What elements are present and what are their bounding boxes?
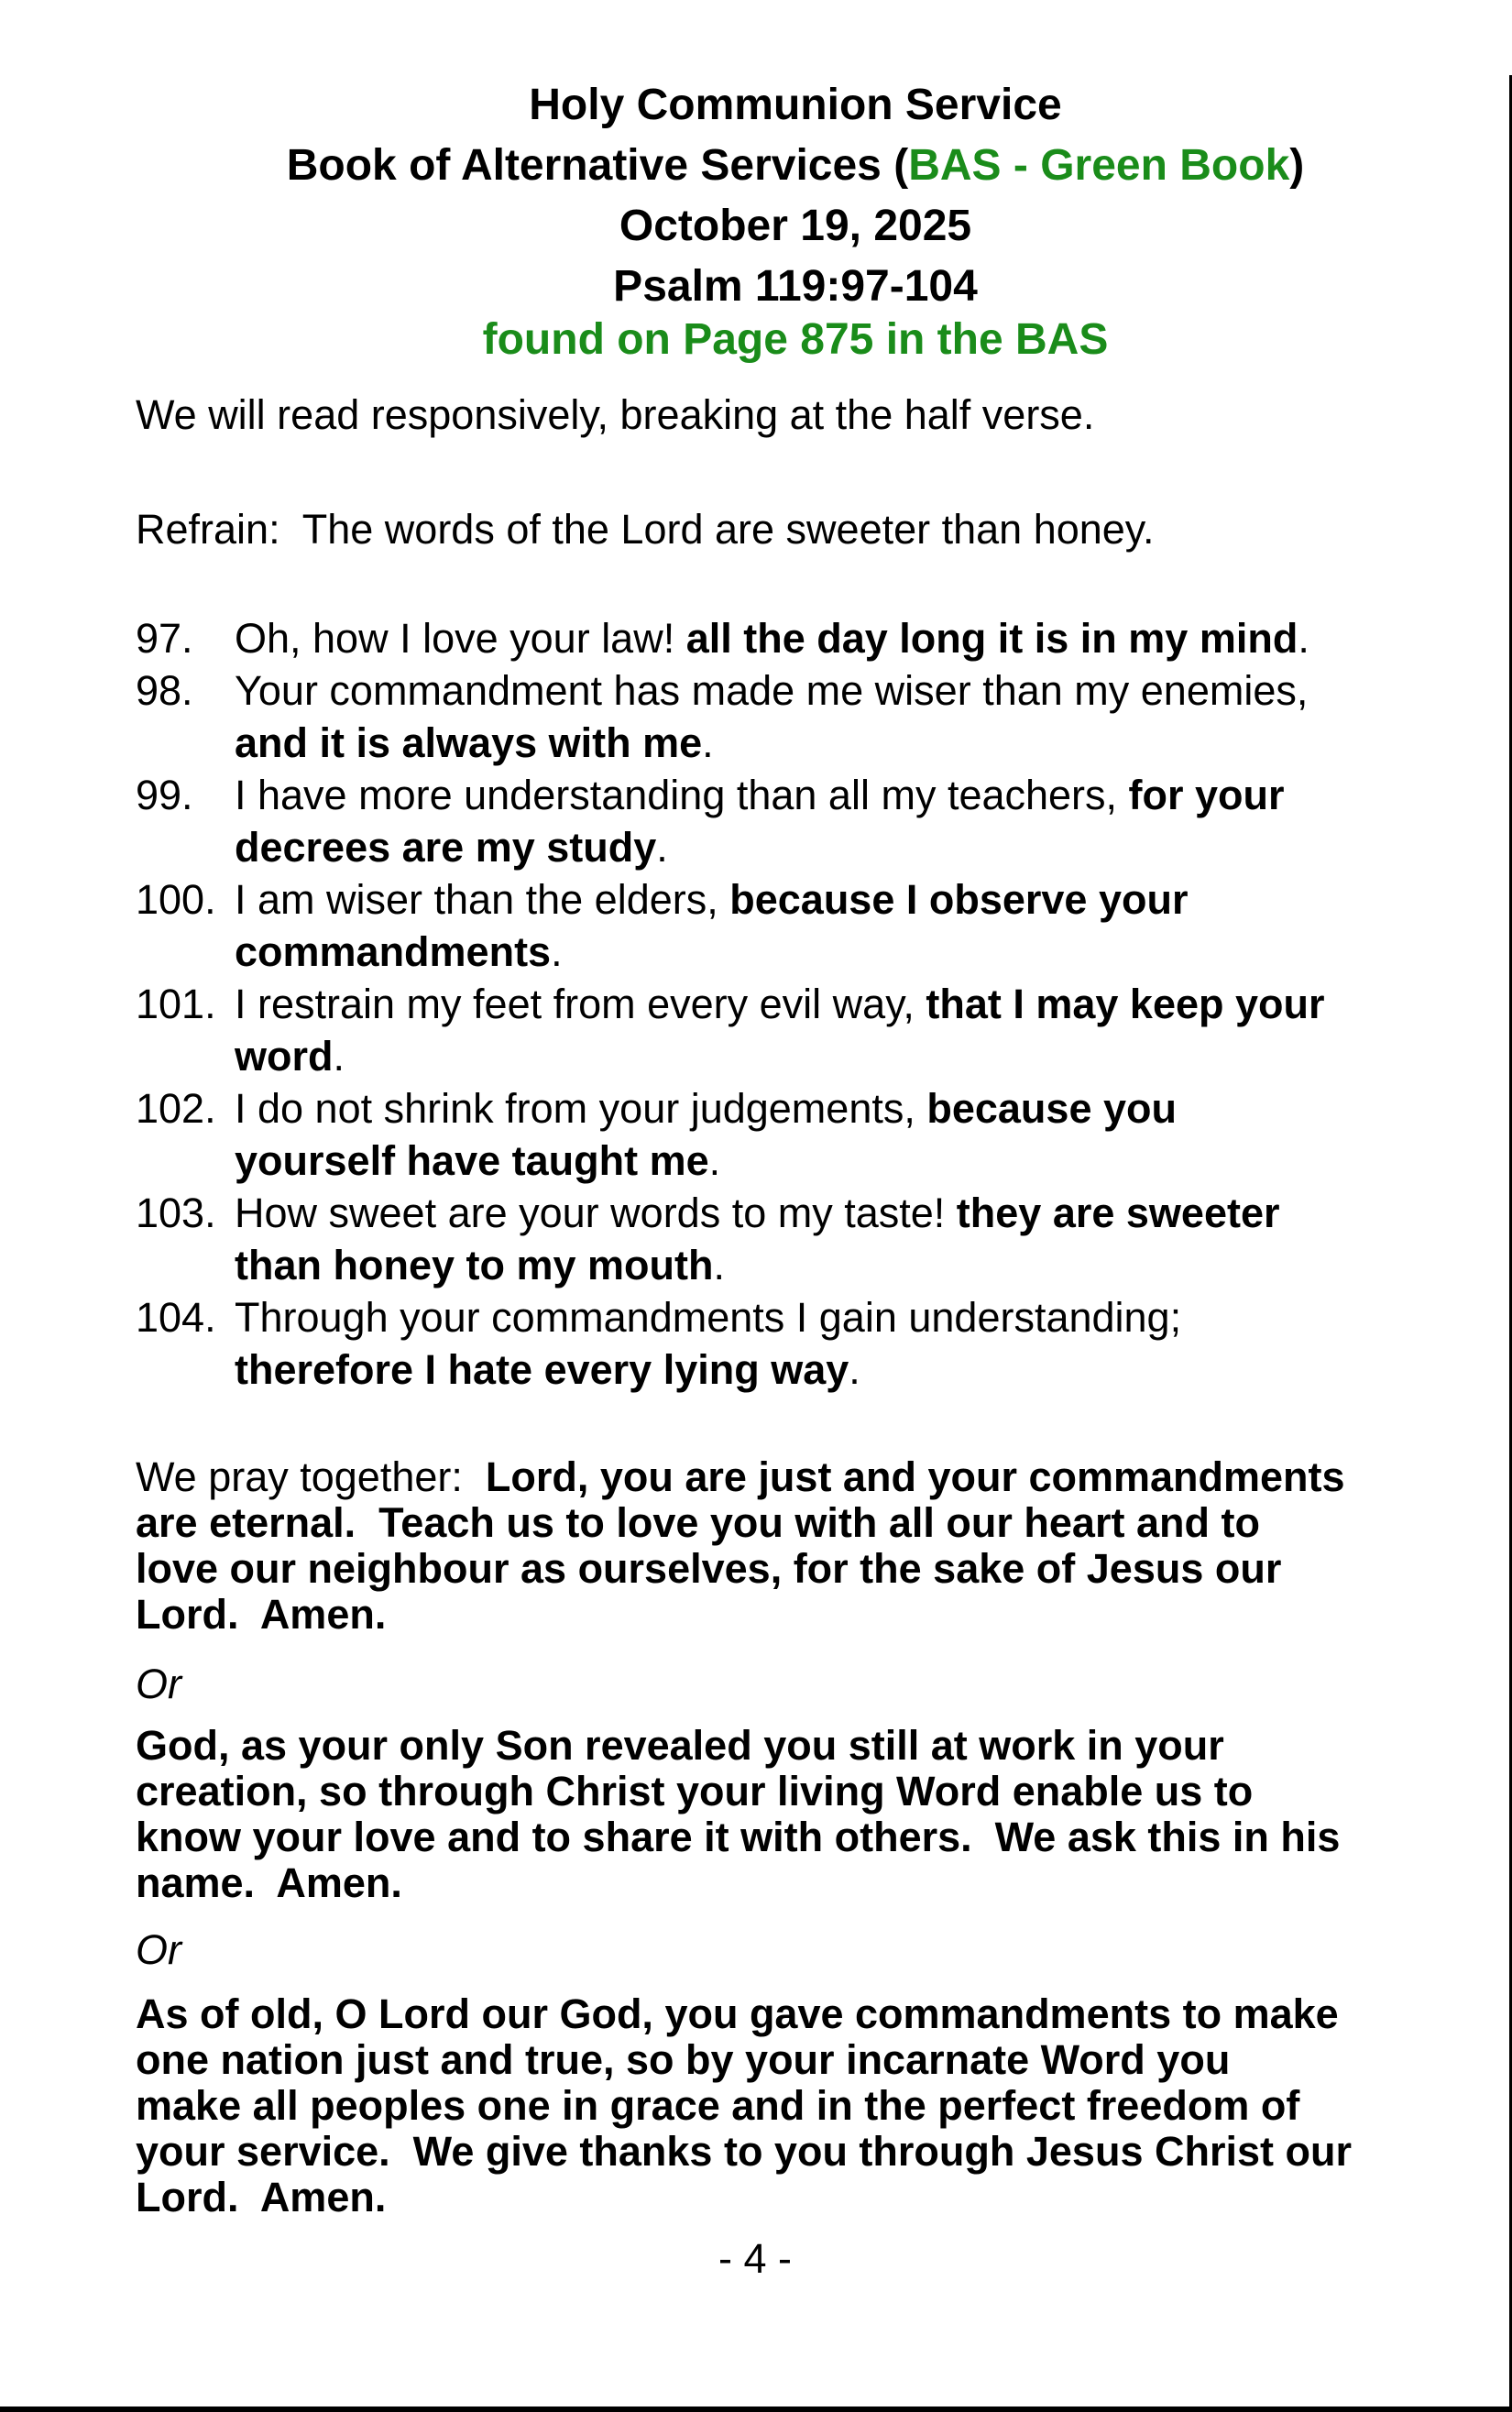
prayer-line <box>136 2175 1375 2220</box>
regular-text: We pray together: <box>136 1453 486 1500</box>
bold-text: make all peoples one in grace and in the perfect freedom of <box>136 2082 1300 2129</box>
prayer-line <box>136 1454 1375 1500</box>
verse-text <box>235 1082 1177 1187</box>
bold-text: love our neighbour as ourselves, for the sake of Jesus our <box>136 1545 1282 1592</box>
verse-number: 103. <box>136 1190 216 1236</box>
page-number: - 4 - <box>718 2235 792 2282</box>
psalm-verse <box>136 1291 1375 1396</box>
prayer-line <box>136 1991 1375 2037</box>
prayer-line <box>136 1546 1375 1592</box>
prayer-line <box>136 2037 1375 2083</box>
prayer-line <box>136 1814 1375 1860</box>
bold-text: because I observe your <box>729 876 1189 923</box>
verse-text <box>235 1291 1181 1396</box>
bold-text: all the day long it is in my mind <box>685 615 1298 662</box>
verse-line <box>235 717 1308 769</box>
psalm-verse <box>136 769 1375 873</box>
bold-text: creation, so through Christ your living Word enable us to <box>136 1768 1254 1814</box>
page-reference: found on Page 875 in the BAS <box>482 315 1109 364</box>
bulletin-header <box>136 75 1455 363</box>
prayer-line <box>136 1723 1375 1769</box>
regular-text: Your commandment has made me wiser than my enemies, <box>235 667 1309 714</box>
verse-line <box>235 873 1188 926</box>
regular-text: . <box>656 824 668 871</box>
refrain: Refrain: The words of the Lord are sweeter than honey. <box>136 506 1155 553</box>
psalm-verse <box>136 612 1375 664</box>
regular-text: . <box>849 1346 860 1393</box>
verse-line <box>235 1291 1181 1343</box>
bold-text: word <box>235 1033 334 1080</box>
bold-text: because you <box>926 1085 1177 1132</box>
prayer-line <box>136 1769 1375 1814</box>
psalm-verse <box>136 873 1375 978</box>
verse-number: 104. <box>136 1294 216 1341</box>
regular-text: . <box>702 719 714 766</box>
service-date: October 19, 2025 <box>619 202 972 250</box>
regular-text: Through your commandments I gain understanding; <box>235 1294 1182 1341</box>
bold-text: your service. We give thanks to you through Jesus Christ our <box>136 2128 1352 2175</box>
regular-text: . <box>1298 615 1309 662</box>
verse-line <box>235 1082 1177 1135</box>
or-divider-1: Or <box>136 1661 181 1707</box>
prayer-line <box>136 2083 1375 2129</box>
regular-text: I am wiser than the elders, <box>235 876 730 923</box>
regular-text: Oh, how I love your law! <box>235 615 686 662</box>
verse-text <box>235 1187 1280 1291</box>
regular-text: I restrain my feet from every evil way, <box>235 981 926 1027</box>
verse-line <box>235 1187 1280 1239</box>
bold-text: that I may keep your <box>926 981 1325 1027</box>
prayer-line <box>136 2129 1375 2175</box>
prayer-line <box>136 1860 1375 1906</box>
bold-text: name. Amen. <box>136 1859 402 1906</box>
prayer-together <box>136 1454 1375 1638</box>
verse-line <box>235 1343 1181 1396</box>
reading-note: We will read responsively, breaking at the half verse. <box>136 391 1095 438</box>
bold-text: yourself have taught me <box>235 1137 709 1184</box>
verse-text <box>235 873 1188 978</box>
verse-line <box>235 1030 1325 1082</box>
service-title: Holy Communion Service <box>529 81 1062 129</box>
bold-text: and it is always with me <box>235 719 703 766</box>
verse-text <box>235 978 1325 1082</box>
verse-text <box>235 769 1285 873</box>
bold-text: know your love and to share it with others. We ask this in his <box>136 1814 1341 1860</box>
prayer-line <box>136 1500 1375 1546</box>
psalm-verse <box>136 1082 1375 1187</box>
bold-text: Lord. Amen. <box>136 2174 387 2220</box>
regular-text: . <box>708 1137 721 1184</box>
prayer-alternative-1 <box>136 1723 1375 1906</box>
verse-line <box>235 1239 1280 1291</box>
psalm-verse <box>136 978 1375 1082</box>
verse-line <box>235 769 1285 821</box>
prayer-alternative-2 <box>136 1991 1375 2220</box>
psalm-verse <box>136 664 1375 769</box>
regular-text: How sweet are your words to my taste! <box>235 1190 957 1236</box>
book-title-suffix: ) <box>1289 141 1305 190</box>
psalm-verse <box>136 1187 1375 1291</box>
verse-line <box>235 1135 1177 1187</box>
bold-text: As of old, O Lord our God, you gave commandments to make <box>136 1990 1339 2037</box>
bold-text: God, as your only Son revealed you still at work in your <box>136 1722 1224 1769</box>
verse-number: 98. <box>136 667 193 714</box>
bold-text: therefore I hate every lying way <box>235 1346 849 1393</box>
psalm-reference: Psalm 119:97-104 <box>613 262 978 311</box>
verse-line <box>235 664 1308 717</box>
bold-text: they are sweeter <box>956 1190 1280 1236</box>
bold-text: commandments <box>235 928 552 975</box>
book-title <box>136 136 1455 196</box>
regular-text: . <box>551 928 563 975</box>
regular-text: I do not shrink from your judgements, <box>235 1085 927 1132</box>
prayer-line <box>136 1592 1375 1638</box>
bulletin-content <box>136 389 1375 2220</box>
bold-text: are eternal. Teach us to love you with all our heart and to <box>136 1499 1260 1546</box>
verse-text <box>235 612 1309 664</box>
bulletin-page <box>0 75 1512 2412</box>
bold-text: for your <box>1128 772 1285 818</box>
book-title-prefix: Book of Alternative Services ( <box>286 141 909 190</box>
verse-line <box>235 821 1285 873</box>
regular-text: . <box>713 1242 726 1288</box>
bold-text: Lord, you are just and your commandments <box>485 1453 1345 1500</box>
book-title-green: BAS - Green Book <box>908 141 1290 190</box>
bold-text: decrees are my study <box>235 824 657 871</box>
bold-text: Lord. Amen. <box>136 1591 387 1638</box>
regular-text: . <box>333 1033 345 1080</box>
verse-number: 102. <box>136 1085 216 1132</box>
regular-text: I have more understanding than all my teachers, <box>235 772 1129 818</box>
verse-line <box>235 926 1188 978</box>
verse-number: 100. <box>136 876 216 923</box>
verse-line <box>235 978 1325 1030</box>
verse-number: 97. <box>136 615 193 662</box>
bold-text: one nation just and true, so by your incarnate Word you <box>136 2036 1231 2083</box>
or-divider-2: Or <box>136 1926 181 1973</box>
verse-text <box>235 664 1308 769</box>
verse-line <box>235 612 1309 664</box>
verse-number: 101. <box>136 981 216 1027</box>
psalm-verses <box>136 612 1375 1396</box>
bold-text: than honey to my mouth <box>235 1242 714 1288</box>
verse-number: 99. <box>136 772 193 818</box>
